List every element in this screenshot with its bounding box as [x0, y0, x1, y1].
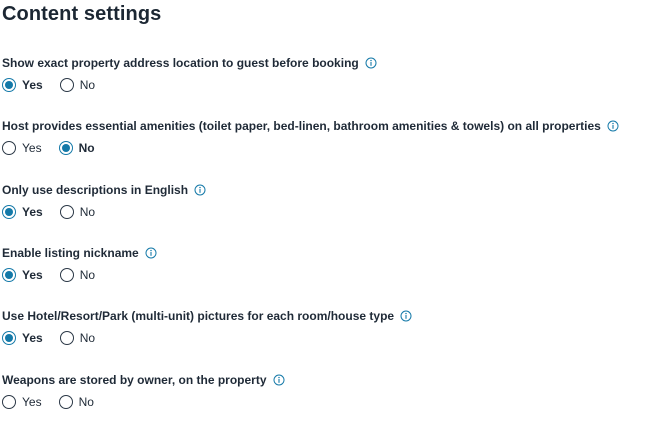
setting-label: Use Hotel/Resort/Park (multi-unit) pictures for each room/house type: [2, 308, 395, 323]
radio-label: No: [79, 331, 96, 345]
radio-label: Yes: [22, 268, 43, 282]
setting-multi-unit-pictures: [2, 308, 647, 346]
page-title: Content settings: [2, 3, 162, 25]
radio-selected-dot: [5, 334, 13, 342]
radio-option-yes[interactable]: [2, 331, 43, 345]
radio-option-yes[interactable]: [2, 205, 43, 219]
info-icon[interactable]: [400, 310, 412, 322]
setting-label-row: [2, 182, 647, 197]
setting-label: Only use descriptions in English: [2, 182, 189, 197]
radio-label: Yes: [22, 78, 43, 92]
setting-label-row: [2, 118, 647, 133]
radio-label: No: [79, 268, 96, 282]
radio-group: [2, 77, 647, 93]
setting-label: Weapons are stored by owner, on the property: [2, 372, 267, 387]
radio-group: [2, 394, 647, 410]
setting-label: Enable listing nickname: [2, 245, 139, 260]
radio-option-no[interactable]: [60, 331, 95, 345]
radio-button[interactable]: [2, 395, 16, 409]
radio-label: Yes: [22, 395, 42, 409]
info-icon[interactable]: [273, 374, 285, 386]
radio-option-yes[interactable]: [2, 141, 42, 155]
radio-group: [2, 204, 647, 220]
radio-option-no[interactable]: [59, 395, 94, 409]
radio-button[interactable]: [2, 331, 16, 345]
radio-button[interactable]: [59, 395, 73, 409]
setting-label-row: [2, 55, 647, 70]
radio-button[interactable]: [60, 78, 74, 92]
radio-option-yes[interactable]: [2, 395, 42, 409]
radio-option-no[interactable]: [60, 78, 95, 92]
radio-option-yes[interactable]: [2, 78, 43, 92]
radio-selected-dot: [5, 81, 13, 89]
radio-button[interactable]: [60, 205, 74, 219]
radio-button[interactable]: [59, 141, 73, 155]
radio-option-no[interactable]: [59, 141, 95, 155]
radio-selected-dot: [5, 271, 13, 279]
radio-option-no[interactable]: [60, 268, 95, 282]
info-icon[interactable]: [365, 57, 377, 69]
setting-label-row: [2, 245, 647, 260]
radio-label: Yes: [22, 205, 43, 219]
setting-essential-amenities: [2, 118, 647, 156]
radio-group: [2, 140, 647, 156]
radio-button[interactable]: [2, 268, 16, 282]
radio-label: Yes: [22, 331, 43, 345]
info-icon[interactable]: [607, 120, 619, 132]
info-icon[interactable]: [145, 247, 157, 259]
radio-button[interactable]: [2, 78, 16, 92]
radio-group: [2, 267, 647, 283]
radio-button[interactable]: [2, 141, 16, 155]
radio-label: No: [79, 205, 96, 219]
radio-option-no[interactable]: [60, 205, 95, 219]
info-icon[interactable]: [194, 184, 206, 196]
radio-selected-dot: [5, 208, 13, 216]
radio-option-yes[interactable]: [2, 268, 43, 282]
radio-label: No: [78, 395, 94, 409]
setting-label-row: [2, 308, 647, 323]
setting-listing-nickname: [2, 245, 647, 283]
radio-group: [2, 330, 647, 346]
radio-button[interactable]: [60, 268, 74, 282]
radio-selected-dot: [62, 144, 70, 152]
setting-english-descriptions: [2, 182, 647, 220]
radio-label: Yes: [22, 141, 42, 155]
radio-label: No: [78, 141, 95, 155]
radio-button[interactable]: [2, 205, 16, 219]
setting-weapons-stored: [2, 372, 647, 410]
setting-label: Show exact property address location to guest before booking: [2, 55, 359, 70]
setting-label: Host provides essential amenities (toilet paper, bed-linen, bathroom amenities & towels) on all properties: [2, 118, 601, 133]
radio-label: No: [79, 78, 96, 92]
radio-button[interactable]: [60, 331, 74, 345]
setting-label-row: [2, 372, 647, 387]
setting-exact-address: [2, 55, 647, 93]
